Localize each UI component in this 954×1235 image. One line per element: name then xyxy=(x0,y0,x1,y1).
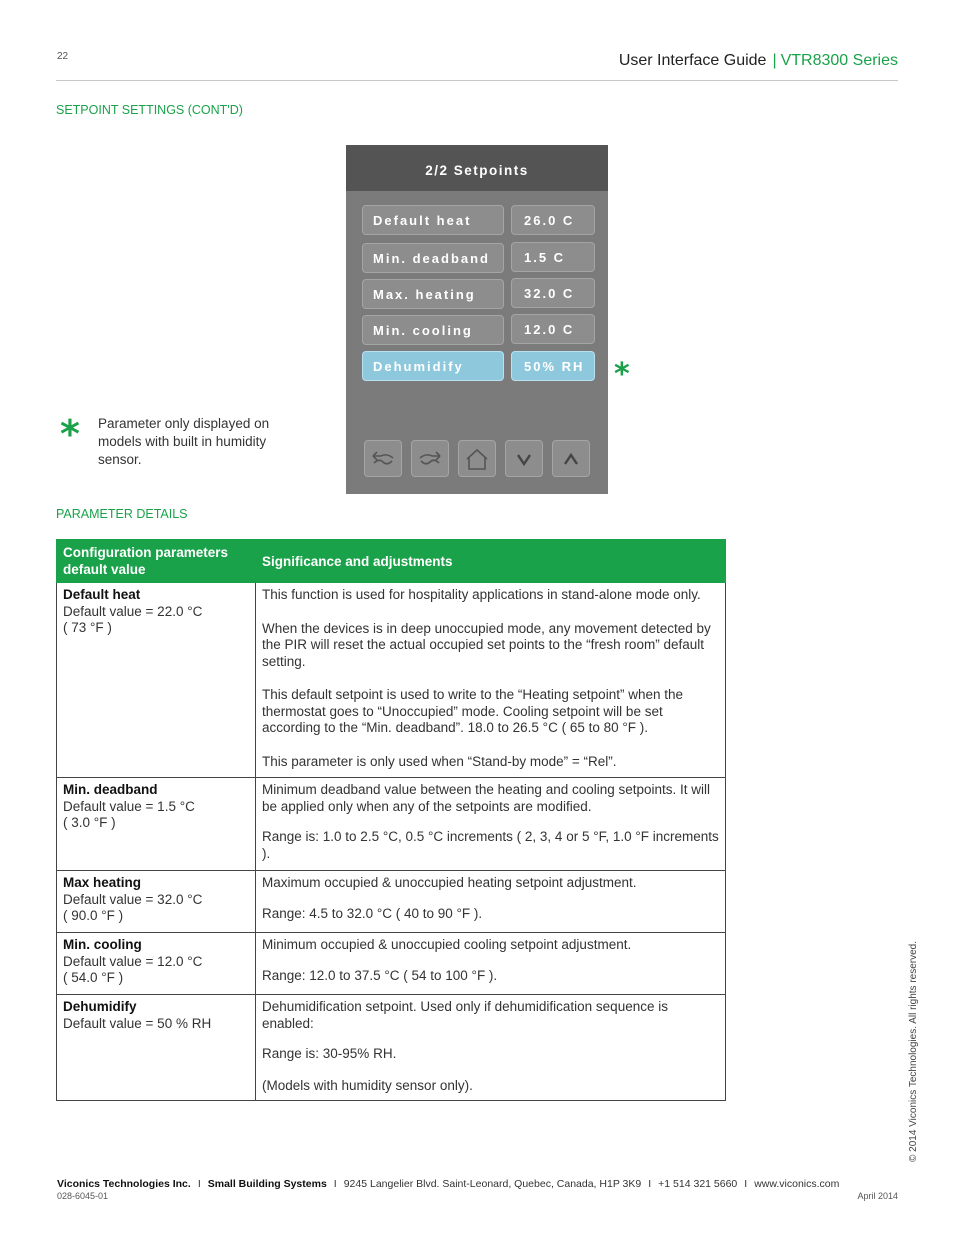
title-separator: | xyxy=(772,52,777,69)
table-row xyxy=(57,933,726,995)
description-paragraph: Range is: 30-95% RH. xyxy=(262,1046,397,1061)
note-asterisk-marker: * xyxy=(60,412,80,456)
setpoint-value-dehumidify[interactable]: 50% RH xyxy=(511,351,595,381)
param-name: Dehumidify xyxy=(63,999,137,1014)
home-button[interactable] xyxy=(458,440,496,477)
home-icon xyxy=(463,447,491,471)
description-paragraph: (Models with humidity sensor only). xyxy=(262,1077,473,1093)
thermostat-display xyxy=(346,145,608,494)
footer-company: Viconics Technologies Inc. xyxy=(57,1178,191,1190)
table-row xyxy=(57,995,726,1101)
setpoint-label-max-heating[interactable]: Max. heating xyxy=(362,279,504,309)
footer-separator: I xyxy=(197,1178,201,1190)
guide-title-text: User Interface Guide xyxy=(618,52,767,69)
description-paragraph: Range: 12.0 to 37.5 °C ( 54 to 100 °F ). xyxy=(262,967,498,983)
header-rule xyxy=(56,80,898,81)
description-paragraph: Maximum occupied & unoccupied heating setpoint adjustment. xyxy=(262,875,637,890)
setpoint-value-max-heating[interactable]: 32.0 C xyxy=(511,278,595,308)
details-title: PARAMETER DETAILS xyxy=(56,507,188,521)
humidity-note: Parameter only displayed on models with built in humidity sensor. xyxy=(98,416,270,467)
footer-separator: I xyxy=(648,1178,652,1190)
footer xyxy=(57,1178,839,1190)
param-name: Min. cooling xyxy=(63,937,142,952)
publication-date: April 2014 xyxy=(857,1191,898,1201)
copyright-notice: © 2014 Viconics Technologies. All rights reserved. xyxy=(908,940,919,1162)
footer-division: Small Building Systems xyxy=(207,1178,327,1190)
param-default-alt: ( 90.0 °F ) xyxy=(63,908,124,923)
param-default: Default value = 12.0 °C xyxy=(63,953,203,969)
back-button[interactable] xyxy=(364,440,402,477)
param-default: Default value = 22.0 °C xyxy=(63,603,203,619)
param-name: Min. deadband xyxy=(63,782,158,797)
table-row xyxy=(57,778,726,871)
param-name: Max heating xyxy=(63,875,142,890)
header-significance: Significance and adjustments xyxy=(256,540,726,583)
description-paragraph: This parameter is only used when “Stand-by mode” = “Rel”. xyxy=(262,753,617,769)
setpoint-value-min-cooling[interactable]: 12.0 C xyxy=(511,314,595,344)
setpoint-value-default-heat[interactable]: 26.0 C xyxy=(511,205,595,235)
parameter-table xyxy=(56,539,726,1101)
param-cell xyxy=(57,583,256,778)
param-cell xyxy=(57,871,256,933)
document-number: 028-6045-01 xyxy=(57,1191,109,1201)
footer-phone: +1 514 321 5660 xyxy=(658,1178,738,1190)
footer-website[interactable]: www.viconics.com xyxy=(754,1178,840,1190)
description-paragraph: Range is: 1.0 to 2.5 °C, 0.5 °C increments ( 2, 3, 4 or 5 °F, 1.0 °F increments ). xyxy=(262,829,719,861)
chevron-down-icon xyxy=(510,447,538,471)
param-default: Default value = 50 % RH xyxy=(63,1015,212,1031)
table-row xyxy=(57,583,726,778)
forward-button[interactable] xyxy=(411,440,449,477)
param-default: Default value = 32.0 °C xyxy=(63,891,203,907)
back-icon xyxy=(369,447,397,471)
description-cell xyxy=(256,583,726,778)
footer-address: 9245 Langelier Blvd. Saint-Leonard, Quebec, Canada, H1P 3K9 xyxy=(343,1178,642,1190)
up-button[interactable] xyxy=(552,440,590,477)
setpoint-label-min-deadband[interactable]: Min. deadband xyxy=(362,243,504,273)
down-button[interactable] xyxy=(505,440,543,477)
description-paragraph: Range: 4.5 to 32.0 °C ( 40 to 90 °F ). xyxy=(262,905,483,921)
param-cell xyxy=(57,778,256,871)
description-paragraph: This default setpoint is used to write to the “Heating setpoint” when the thermostat goes to “Unoccupied” mode. Cooling setpoint will be set according to the “Min. deadband”. 18.0 to 26.5 °C ( 65 to 80 °F ). xyxy=(262,687,683,735)
param-default-alt: ( 3.0 °F ) xyxy=(63,815,116,830)
param-cell xyxy=(57,995,256,1101)
param-name: Default heat xyxy=(63,587,141,602)
forward-icon xyxy=(416,447,444,471)
table-header-row xyxy=(57,540,726,583)
param-cell xyxy=(57,933,256,995)
description-paragraph: Minimum occupied & unoccupied cooling setpoint adjustment. xyxy=(262,937,632,952)
setpoint-label-dehumidify[interactable]: Dehumidify xyxy=(362,351,504,381)
humidity-asterisk-marker: * xyxy=(614,357,630,392)
guide-title xyxy=(619,52,898,70)
description-paragraph: Dehumidification setpoint. Used only if dehumidification sequence is enabled: xyxy=(262,999,668,1031)
display-title: 2/2 Setpoints xyxy=(346,145,608,191)
footer-separator: I xyxy=(744,1178,748,1190)
description-cell xyxy=(256,933,726,995)
description-paragraph: Minimum deadband value between the heating and cooling setpoints. It will be applied only when any of the setpoints are modified. xyxy=(262,782,711,814)
header-config-parameters: Configuration parameters default value xyxy=(57,540,256,583)
description-paragraph: When the devices is in deep unoccupied mode, any movement detected by the PIR will reset the actual occupied set points to the “fresh room” default setting. xyxy=(262,620,711,669)
setpoint-label-default-heat[interactable]: Default heat xyxy=(362,205,504,235)
footer-separator: I xyxy=(333,1178,337,1190)
series-name: VTR8300 Series xyxy=(780,52,898,69)
setpoint-value-min-deadband[interactable]: 1.5 C xyxy=(511,242,595,272)
chevron-up-icon xyxy=(557,447,585,471)
param-default-alt: ( 73 °F ) xyxy=(63,620,112,635)
param-default: Default value = 1.5 °C xyxy=(63,798,195,814)
description-cell xyxy=(256,995,726,1101)
section-title: SETPOINT SETTINGS (CONT'D) xyxy=(56,103,243,117)
table-row xyxy=(57,871,726,933)
description-cell xyxy=(256,871,726,933)
description-cell xyxy=(256,778,726,871)
setpoint-label-min-cooling[interactable]: Min. cooling xyxy=(362,315,504,345)
param-default-alt: ( 54.0 °F ) xyxy=(63,970,124,985)
description-paragraph: This function is used for hospitality applications in stand-alone mode only. xyxy=(262,587,701,602)
page-number: 22 xyxy=(57,51,69,62)
